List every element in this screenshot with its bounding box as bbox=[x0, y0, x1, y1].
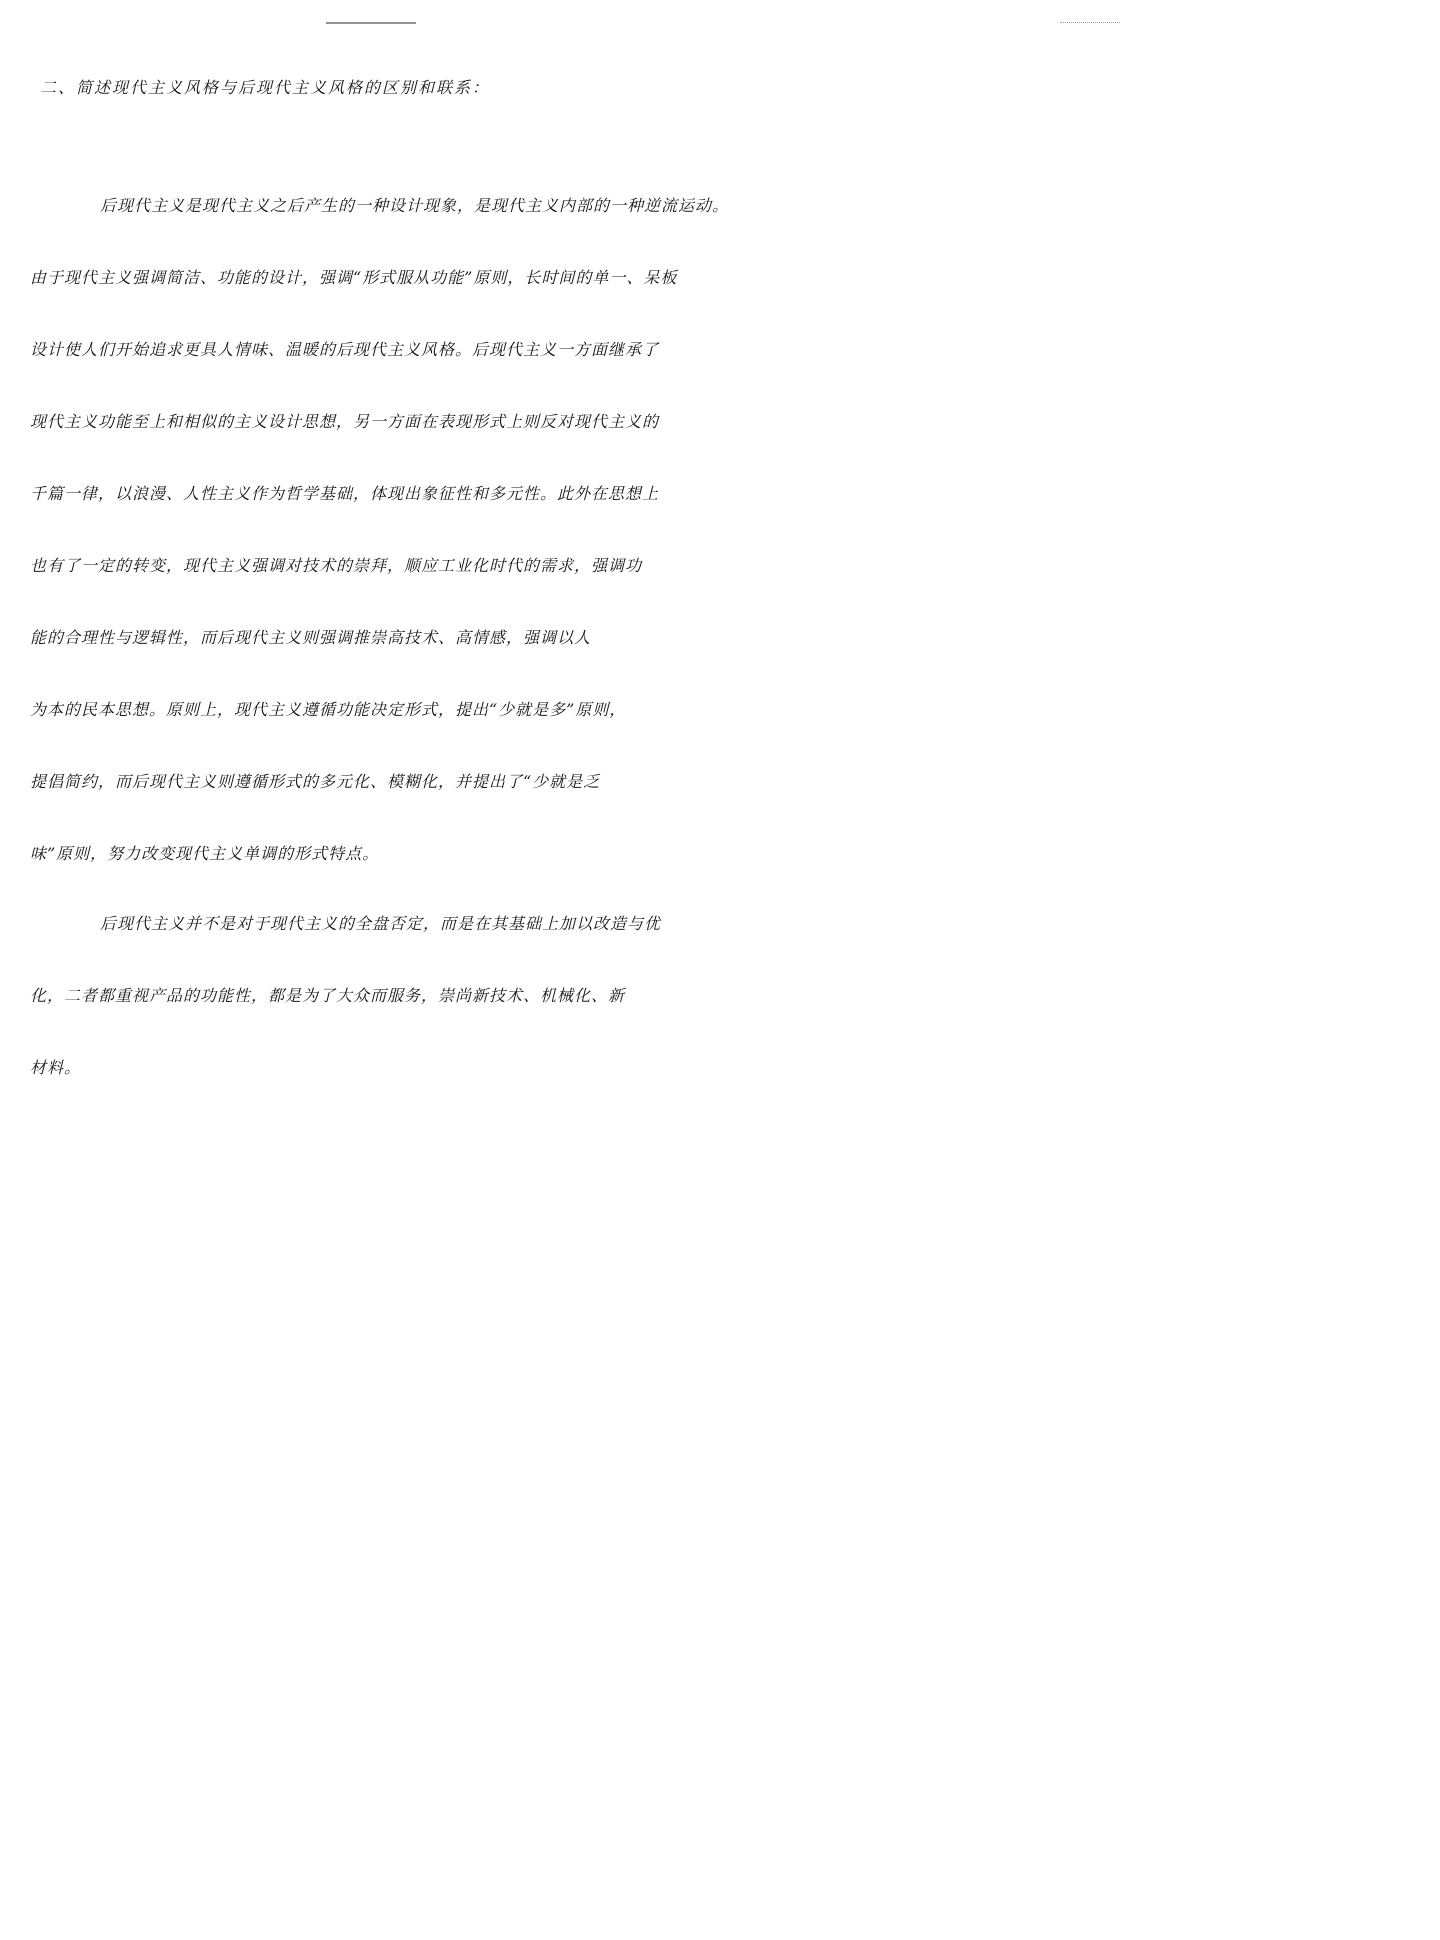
text-line: 提倡简约，而后现代主义则遵循形式的多元化、模糊化，并提出了“少就是乏 bbox=[30, 772, 601, 791]
question-heading: 二、简述现代主义风格与后现代主义风格的区别和联系： bbox=[40, 78, 491, 97]
text-line: 材料。 bbox=[30, 1058, 82, 1077]
text-line: 由于现代主义强调简洁、功能的设计，强调“形式服从功能”原则，长时间的单一、呆板 bbox=[30, 268, 678, 287]
text-line: 后现代主义是现代主义之后产生的一种设计现象，是现代主义内部的一种逆流运动。 bbox=[100, 196, 730, 215]
text-line: 千篇一律，以浪漫、人性主义作为哲学基础，体现出象征性和多元性。此外在思想上 bbox=[30, 484, 660, 503]
text-line: 化，二者都重视产品的功能性，都是为了大众而服务，崇尚新技术、机械化、新 bbox=[30, 986, 626, 1005]
answer-paragraph-1 bbox=[30, 170, 1400, 890]
text-line: 为本的民本思想。原则上，现代主义遵循功能决定形式，提出“少就是多”原则， bbox=[30, 700, 627, 719]
text-line: 味”原则，努力改变现代主义单调的形式特点。 bbox=[30, 844, 380, 863]
text-line: 能的合理性与逻辑性，而后现代主义则强调推崇高技术、高情感，强调以人 bbox=[30, 628, 592, 647]
text-line: 也有了一定的转变，现代主义强调对技术的崇拜，顺应工业化时代的需求，强调功 bbox=[30, 556, 643, 575]
text-line: 设计使人们开始追求更具人情味、温暖的后现代主义风格。后现代主义一方面继承了 bbox=[30, 340, 660, 359]
scan-artifact-mark bbox=[326, 12, 416, 24]
text-line: 现代主义功能至上和相似的主义设计思想，另一方面在表现形式上则反对现代主义的 bbox=[30, 412, 660, 431]
text-line: 后现代主义并不是对于现代主义的全盘否定，而是在其基础上加以改造与优 bbox=[100, 914, 662, 933]
answer-paragraph-2 bbox=[30, 888, 1400, 1104]
scan-artifact-mark bbox=[1060, 12, 1120, 23]
